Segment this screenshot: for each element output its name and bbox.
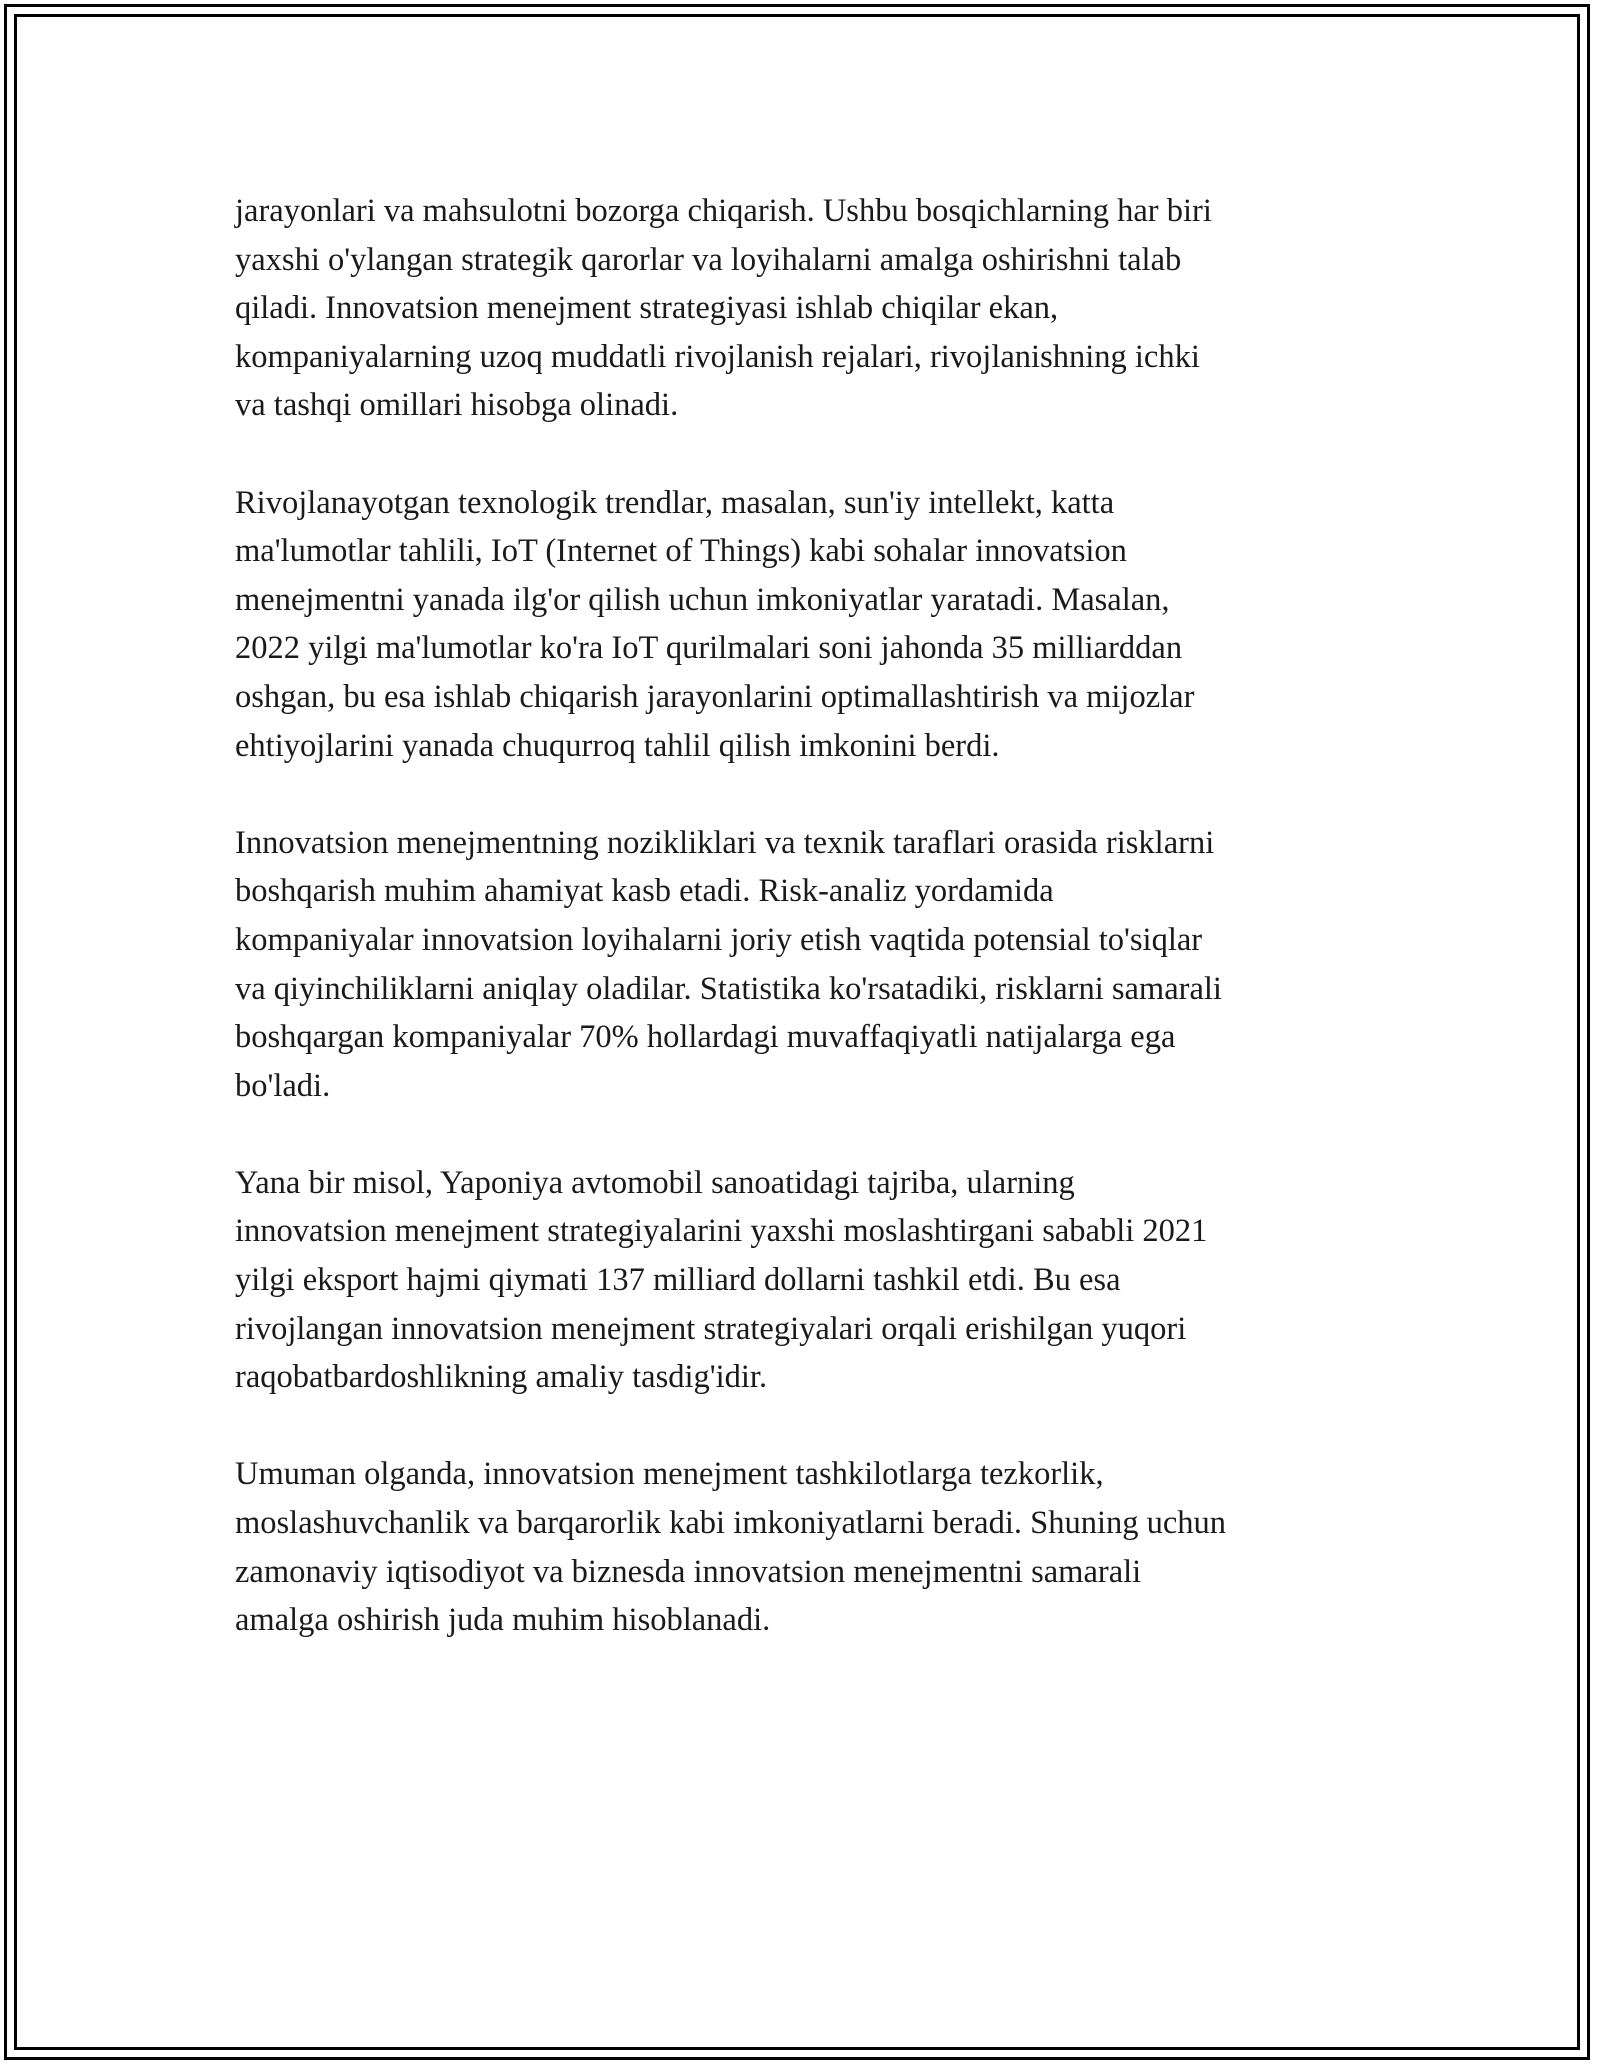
document-body [235,187,1365,1693]
paragraph-2: Rivojlanayotgan texnologik trendlar, masalan, sun'iy intellekt, katta ma'lumotlar tahlili, IoT (Internet of Things) kabi sohalar innovatsion menejmentni yanada ilg'or qilish uchun imkoniyatlar yaratadi. Masalan, 2022 yilgi ma'lumotlar ko'ra IoT qurilmalari soni jahonda 35 milliarddan oshgan, bu esa ishlab chiqarish jarayonlarini optimallashtirish va mijozlar ehtiyojlarini yanada chuqurroq tahlil qilish imkonini berdi. [235,484,1195,764]
paragraph-5: Umuman olganda, innovatsion menejment tashkilotlarga tezkorlik, moslashuvchanlik va barqarorlik kabi imkoniyatlarni beradi. Shuning uchun zamonaviy iqtisodiyot va biznesda innovatsion menejmentni samarali amalga oshirish juda muhim hisoblanadi. [235,1456,1227,1639]
paragraph-4: Yana bir misol, Yaponiya avtomobil sanoatidagi tajriba, ularning innovatsion menejment strategiyalarini yaxshi moslashtirgani sababli 2021 yilgi eksport hajmi qiymati 137 milliard dollarni tashkil etdi. Bu esa rivojlangan innovatsion menejment strategiyalari orqali erishilgan yuqori raqobatbardoshlikning amaliy tasdig'idir. [235,1164,1208,1396]
paragraph-1: jarayonlari va mahsulotni bozorga chiqarish. Ushbu bosqichlarning har biri yaxshi o'ylangan strategik qarorlar va loyihalarni amalga oshirishni talab qiladi. Innovatsion menejment strategiyasi ishlab chiqilar ekan, kompaniyalarning uzoq muddatli rivojlanish rejalari, rivojlanishning ichki va tashqi omillari hisobga olinadi. [235,193,1212,424]
paragraph-3: Innovatsion menejmentning nozikliklari va texnik taraflari orasida risklarni boshqarish muhim ahamiyat kasb etadi. Risk-analiz yordamida kompaniyalar innovatsion loyihalarni joriy etish vaqtida potensial to'siqlar va qiyinchiliklarni aniqlay oladilar. Statistika ko'rsatadiki, risklarni samarali boshqargan kompaniyalar 70% hollardagi muvaffaqiyatli natijalarga ega bo'ladi. [235,824,1222,1104]
